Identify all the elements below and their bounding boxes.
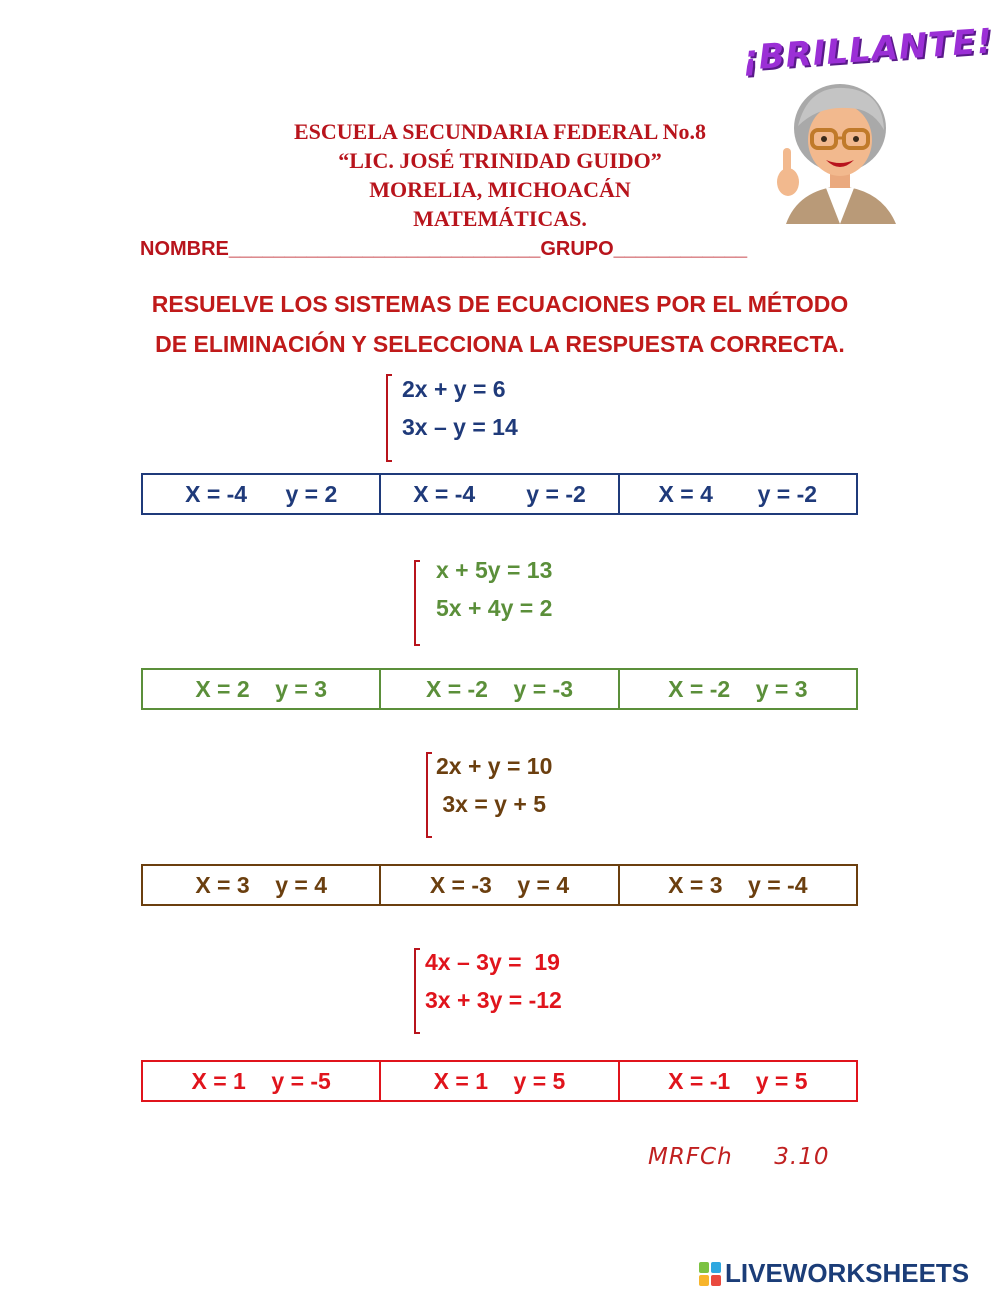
answer-options (141, 668, 858, 710)
brillante-badge: ¡BRILLANTE! (740, 21, 995, 79)
answer-option-2[interactable]: X = -4 y = -2 (379, 475, 617, 513)
author-signature: MRFCh 3.10 (648, 1144, 830, 1170)
liveworksheets-wordmark: LIVEWORKSHEETS (725, 1258, 970, 1288)
equation-1: 2x + y = 10 (436, 753, 553, 779)
answer-option-3[interactable]: X = 4 y = -2 (618, 475, 856, 513)
name-field-label: NOMBRE____________________________ (140, 238, 541, 260)
system-brace (386, 374, 388, 462)
instructions (0, 284, 1000, 364)
school-subtitle: “LIC. JOSÉ TRINIDAD GUIDO” (338, 148, 662, 173)
equation-2: 5x + 4y = 2 (436, 595, 553, 621)
equation-2: 3x = y + 5 (436, 791, 546, 817)
instructions-line-2: DE ELIMINACIÓN Y SELECCIONA LA RESPUESTA CORRECTA. (155, 331, 845, 357)
liveworksheets-icon (699, 1262, 721, 1286)
answer-options (141, 864, 858, 906)
answer-option-1[interactable]: X = 2 y = 3 (195, 675, 328, 702)
system-brace (414, 948, 416, 1034)
answer-option-3[interactable]: X = -2 y = 3 (618, 670, 856, 708)
equation-2: 3x + 3y = -12 (425, 987, 562, 1013)
answer-option-2[interactable]: X = 1 y = 5 (379, 1062, 617, 1100)
answer-option-3[interactable]: X = 3 y = -4 (618, 866, 856, 904)
system-brace (414, 560, 416, 646)
answer-options (141, 1060, 858, 1102)
name-group-row (140, 238, 747, 261)
answer-option-3[interactable]: X = -1 y = 5 (618, 1062, 856, 1100)
answer-option-2[interactable]: X = -3 y = 4 (379, 866, 617, 904)
answer-option-1[interactable]: X = -4 y = 2 (185, 480, 338, 507)
answer-options (141, 473, 858, 515)
equation-1: 2x + y = 6 (402, 376, 506, 402)
group-field-label: GRUPO____________ (540, 238, 748, 260)
equation-1: x + 5y = 13 (436, 557, 553, 583)
equation-2: 3x – y = 14 (402, 414, 518, 440)
subject-title: MATEMÁTICAS. (413, 206, 587, 231)
school-location: MORELIA, MICHOACÁN (369, 177, 631, 202)
system-brace (426, 752, 428, 838)
liveworksheets-logo[interactable] (699, 1258, 969, 1289)
instructions-line-1: RESUELVE LOS SISTEMAS DE ECUACIONES POR EL MÉTODO (151, 291, 849, 317)
answer-option-2[interactable]: X = -2 y = -3 (379, 670, 617, 708)
school-name: ESCUELA SECUNDARIA FEDERAL No.8 (294, 119, 706, 144)
equation-1: 4x – 3y = 19 (425, 949, 560, 975)
answer-option-1[interactable]: X = 1 y = -5 (191, 1067, 331, 1094)
answer-option-1[interactable]: X = 3 y = 4 (195, 871, 328, 898)
